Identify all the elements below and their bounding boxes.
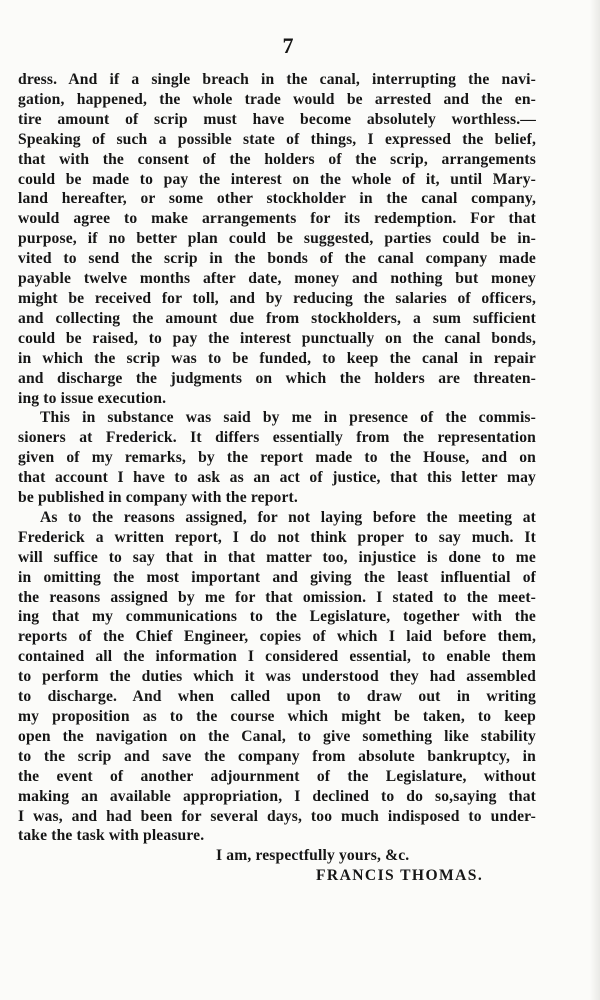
text-line: that with the consent of the holders of the scrip, arrangements — [18, 150, 536, 168]
letter-body — [18, 70, 536, 886]
paragraph-1 — [18, 70, 536, 408]
text-line: will suffice to say that in that matter too, injustice is done to me — [18, 548, 536, 566]
text-line: gation, happened, the whole trade would be arrested and the en- — [18, 90, 536, 108]
text-line: my proposition as to the course which might be taken, to keep — [18, 708, 536, 725]
text-line: given of my remarks, by the report made to the House, and on — [18, 449, 536, 467]
text-line: could be made to pay the interest on the whole of it, until Mary- — [18, 170, 536, 188]
text-line: the event of another adjournment of the Legislature, without — [18, 767, 536, 785]
text-line: the reasons assigned by me for that omission. I stated to the meet- — [18, 588, 536, 606]
text-line: ing to issue execution. — [18, 389, 167, 407]
text-line: Frederick a written report, I do not think proper to say much. It — [18, 528, 536, 546]
text-line: would agree to make arrangements for its redemption. For that — [18, 210, 536, 228]
text-line: purpose, if no better plan could be suggested, parties could be in- — [18, 230, 536, 248]
text-line: As to the reasons assigned, for not laying before the meeting at — [40, 508, 536, 526]
text-line: dress. And if a single breach in the canal, interrupting the navi- — [18, 71, 536, 88]
text-line: that account I have to ask as an act of justice, that this letter may — [18, 469, 536, 487]
text-line: could be raised, to pay the interest punctually on the canal bonds, — [18, 329, 536, 347]
text-line: in which the scrip was to be funded, to keep the canal in repair — [18, 349, 536, 367]
text-line: take the task with pleasure. — [18, 827, 205, 845]
page-number: 7 — [282, 33, 294, 58]
text-line: to discharge. And when called upon to draw out in writing — [18, 688, 536, 706]
text-line: open the navigation on the Canal, to give something like stability — [18, 727, 536, 745]
text-line: tire amount of scrip must have become absolutely worthless.— — [18, 110, 536, 128]
closing-salutation: I am, respectfully yours, &c. — [216, 847, 410, 865]
text-line: to perform the duties which it was understood they had assembled — [18, 668, 536, 686]
text-line: might be received for toll, and by reducing the salaries of officers, — [18, 289, 536, 307]
text-line: making an available appropriation, I declined to do so,saying that — [18, 787, 536, 805]
signature: FRANCIS THOMAS. — [316, 867, 484, 885]
text-line: and collecting the amount due from stockholders, a sum sufficient — [18, 309, 536, 327]
text-line: be published in company with the report. — [18, 489, 298, 507]
text-line: vited to send the scrip in the bonds of the canal company made — [18, 250, 536, 268]
text-line: to the scrip and save the company from absolute bankruptcy, in — [18, 747, 536, 765]
text-line: I was, and had been for several days, too much indisposed to under- — [18, 807, 536, 825]
text-line: and discharge the judgments on which the holders are threaten- — [18, 369, 536, 387]
text-line: Speaking of such a possible state of things, I expressed the belief, — [18, 130, 536, 148]
text-line: land hereafter, or some other stockholder in the canal company, — [18, 190, 536, 208]
page-edge-shadow — [590, 0, 600, 1000]
text-line: sioners at Frederick. It differs essentially from the representation — [18, 429, 536, 447]
paragraph-3 — [18, 508, 536, 846]
text-line: This in substance was said by me in presence of the commis- — [40, 409, 536, 427]
text-line: payable twelve months after date, money and nothing but money — [18, 270, 536, 288]
text-line: in omitting the most important and giving the least influential of — [18, 568, 536, 586]
text-line: contained all the information I considered essential, to enable them — [18, 648, 536, 666]
paragraph-2 — [18, 408, 536, 508]
text-line: ing that my communications to the Legislature, together with the — [18, 608, 536, 626]
text-line: reports of the Chief Engineer, copies of which I laid before them, — [18, 628, 536, 646]
